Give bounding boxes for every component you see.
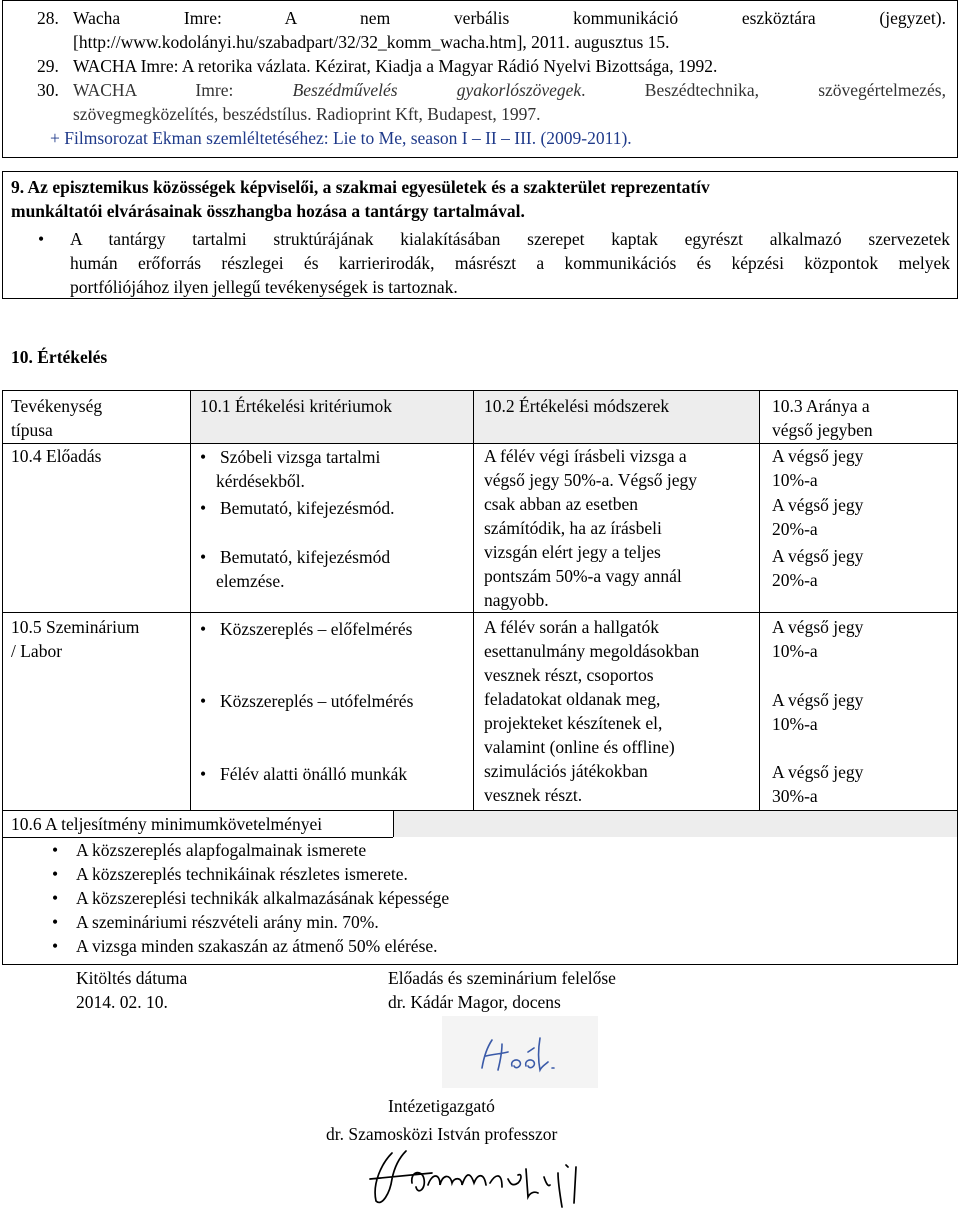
header-ratio: 10.3 Aránya a végső jegyben (772, 396, 873, 440)
seminar-method: A félév során a hallgatók esettanulmány megoldásokban vesznek részt, csoportos feladatokat oldanak meg, projekteket készítenek el, valamint (online és offline) szimulációs játékokban vesznek részt. (484, 617, 700, 805)
seminar-criterion-3: • Félév alatti önálló munkák (192, 762, 470, 786)
min-req-item: • A közszereplés alapfogalmainak ismerete (44, 838, 744, 862)
eloadas-ratio-1: A végső jegy 10%-a (772, 446, 864, 490)
section10-title: 10. Értékelés (11, 347, 108, 367)
bullet-icon: • (38, 229, 45, 249)
header-criteria: 10.1 Értékelési kritériumok (200, 396, 392, 416)
header-methods: 10.2 Értékelési módszerek (484, 396, 670, 416)
eloadas-criterion-2: • Bemutató, kifejezésmód. (192, 496, 470, 520)
reference-29: 29. WACHA Imre: A retorika vázlata. Kézirat, Kiadja a Magyar Rádió Nyelvi Bizottsága, 1992. (37, 56, 718, 76)
eloadas-criterion-1: • Szóbeli vizsga tartalmi kérdésekből. (192, 445, 470, 493)
eloadas-criterion-3: • Bemutató, kifejezésmód elemzése. (192, 545, 470, 593)
responsible-block: Előadás és szeminárium felelőse dr. Kádár Magor, docens (388, 968, 616, 1012)
director-name: dr. Szamosközi István professzor (326, 1124, 558, 1144)
signature-director (362, 1143, 610, 1211)
date-block: Kitöltés dátuma 2014. 02. 10. (76, 968, 188, 1012)
seminar-ratio-3: A végső jegy 30%-a (772, 762, 864, 806)
seminar-criterion-1: • Közszereplés – előfelmérés (192, 617, 470, 641)
signature-image (442, 1016, 598, 1088)
min-req-item: • A szemináriumi részvételi arány min. 70%. (44, 910, 744, 934)
min-req-item: • A közszereplés technikáinak részletes ismerete. (44, 862, 744, 886)
seminar-criterion-2: • Közszereplés – utófelmérés (192, 689, 470, 713)
filmsorozat-note: + Filmsorozat Ekman szemléltetéséhez: Lie to Me, season I – II – III. (2009-2011). (50, 128, 632, 148)
section9-bullet: • A tantárgy tartalmi struktúrájának kialakításában szerepet kaptak egyrészt alkalmazó szervezetek humán erőforrás részlegei és karrierirodák, másrészt a kommunikációs és képzési központok melyek portfóliójához ilyen jellegű tevékenységek is tartoznak. (38, 229, 950, 297)
reference-28: 28. Wacha Imre: A nem verbális kommunikáció eszköztára (jegyzet). [http://www.kodolányi.hu/szabadpart/32/32_komm_wacha.htm], 2011. augusztus 15. (37, 8, 946, 52)
eloadas-type: 10.4 Előadás (11, 446, 102, 466)
col-divider-2 (473, 391, 474, 810)
signature-responsible (442, 1016, 598, 1088)
col-divider-3 (759, 391, 760, 810)
min-req-item: • A vizsga minden szakaszán az átmenő 50% elérése. (44, 934, 744, 958)
reference-30: 30. WACHA Imre: Beszédművelés gyakorlószövegek. Beszédtechnika, szövegértelmezés, szövegmegközelítés, beszédstílus. Radioprint Kft, Budapest, 1997. (37, 80, 946, 124)
seminar-ratio-2: A végső jegy 10%-a (772, 690, 864, 734)
seminar-ratio-1: A végső jegy 10%-a (772, 617, 864, 661)
minreq-title-divider (393, 810, 394, 837)
director-label: Intézetigazgató (388, 1096, 495, 1116)
eloadas-ratio-2: A végső jegy 20%-a (772, 495, 864, 539)
min-req-list (44, 838, 744, 958)
col-divider-1 (190, 391, 191, 810)
min-req-shade (393, 810, 957, 837)
min-req-title: 10.6 A teljesítmény minimumkövetelményei (11, 814, 323, 834)
section9-title: 9. Az episztemikus közösségek képviselői, a szakmai egyesületek és a szakterület reprezentatív munkáltatói elvárásainak összhangba hozása a tantárgy tartalmával. (11, 177, 710, 221)
row-divider-seminar (3, 612, 957, 613)
min-req-item: • A közszereplési technikák alkalmazásának képessége (44, 886, 744, 910)
header-activity-type: Tevékenység típusa (11, 396, 103, 440)
seminar-type: 10.5 Szeminárium / Labor (11, 617, 140, 661)
signature-image (362, 1143, 610, 1211)
eloadas-method: A félév végi írásbeli vizsga a végső jegy 50%-a. Végső jegy csak abban az esetben számítódik, ha az írásbeli vizsgán elért jegy a teljes pontszám 50%-a vagy annál nagyobb. (484, 446, 698, 610)
eloadas-ratio-3: A végső jegy 20%-a (772, 546, 864, 590)
row-divider-minreq (3, 810, 957, 811)
